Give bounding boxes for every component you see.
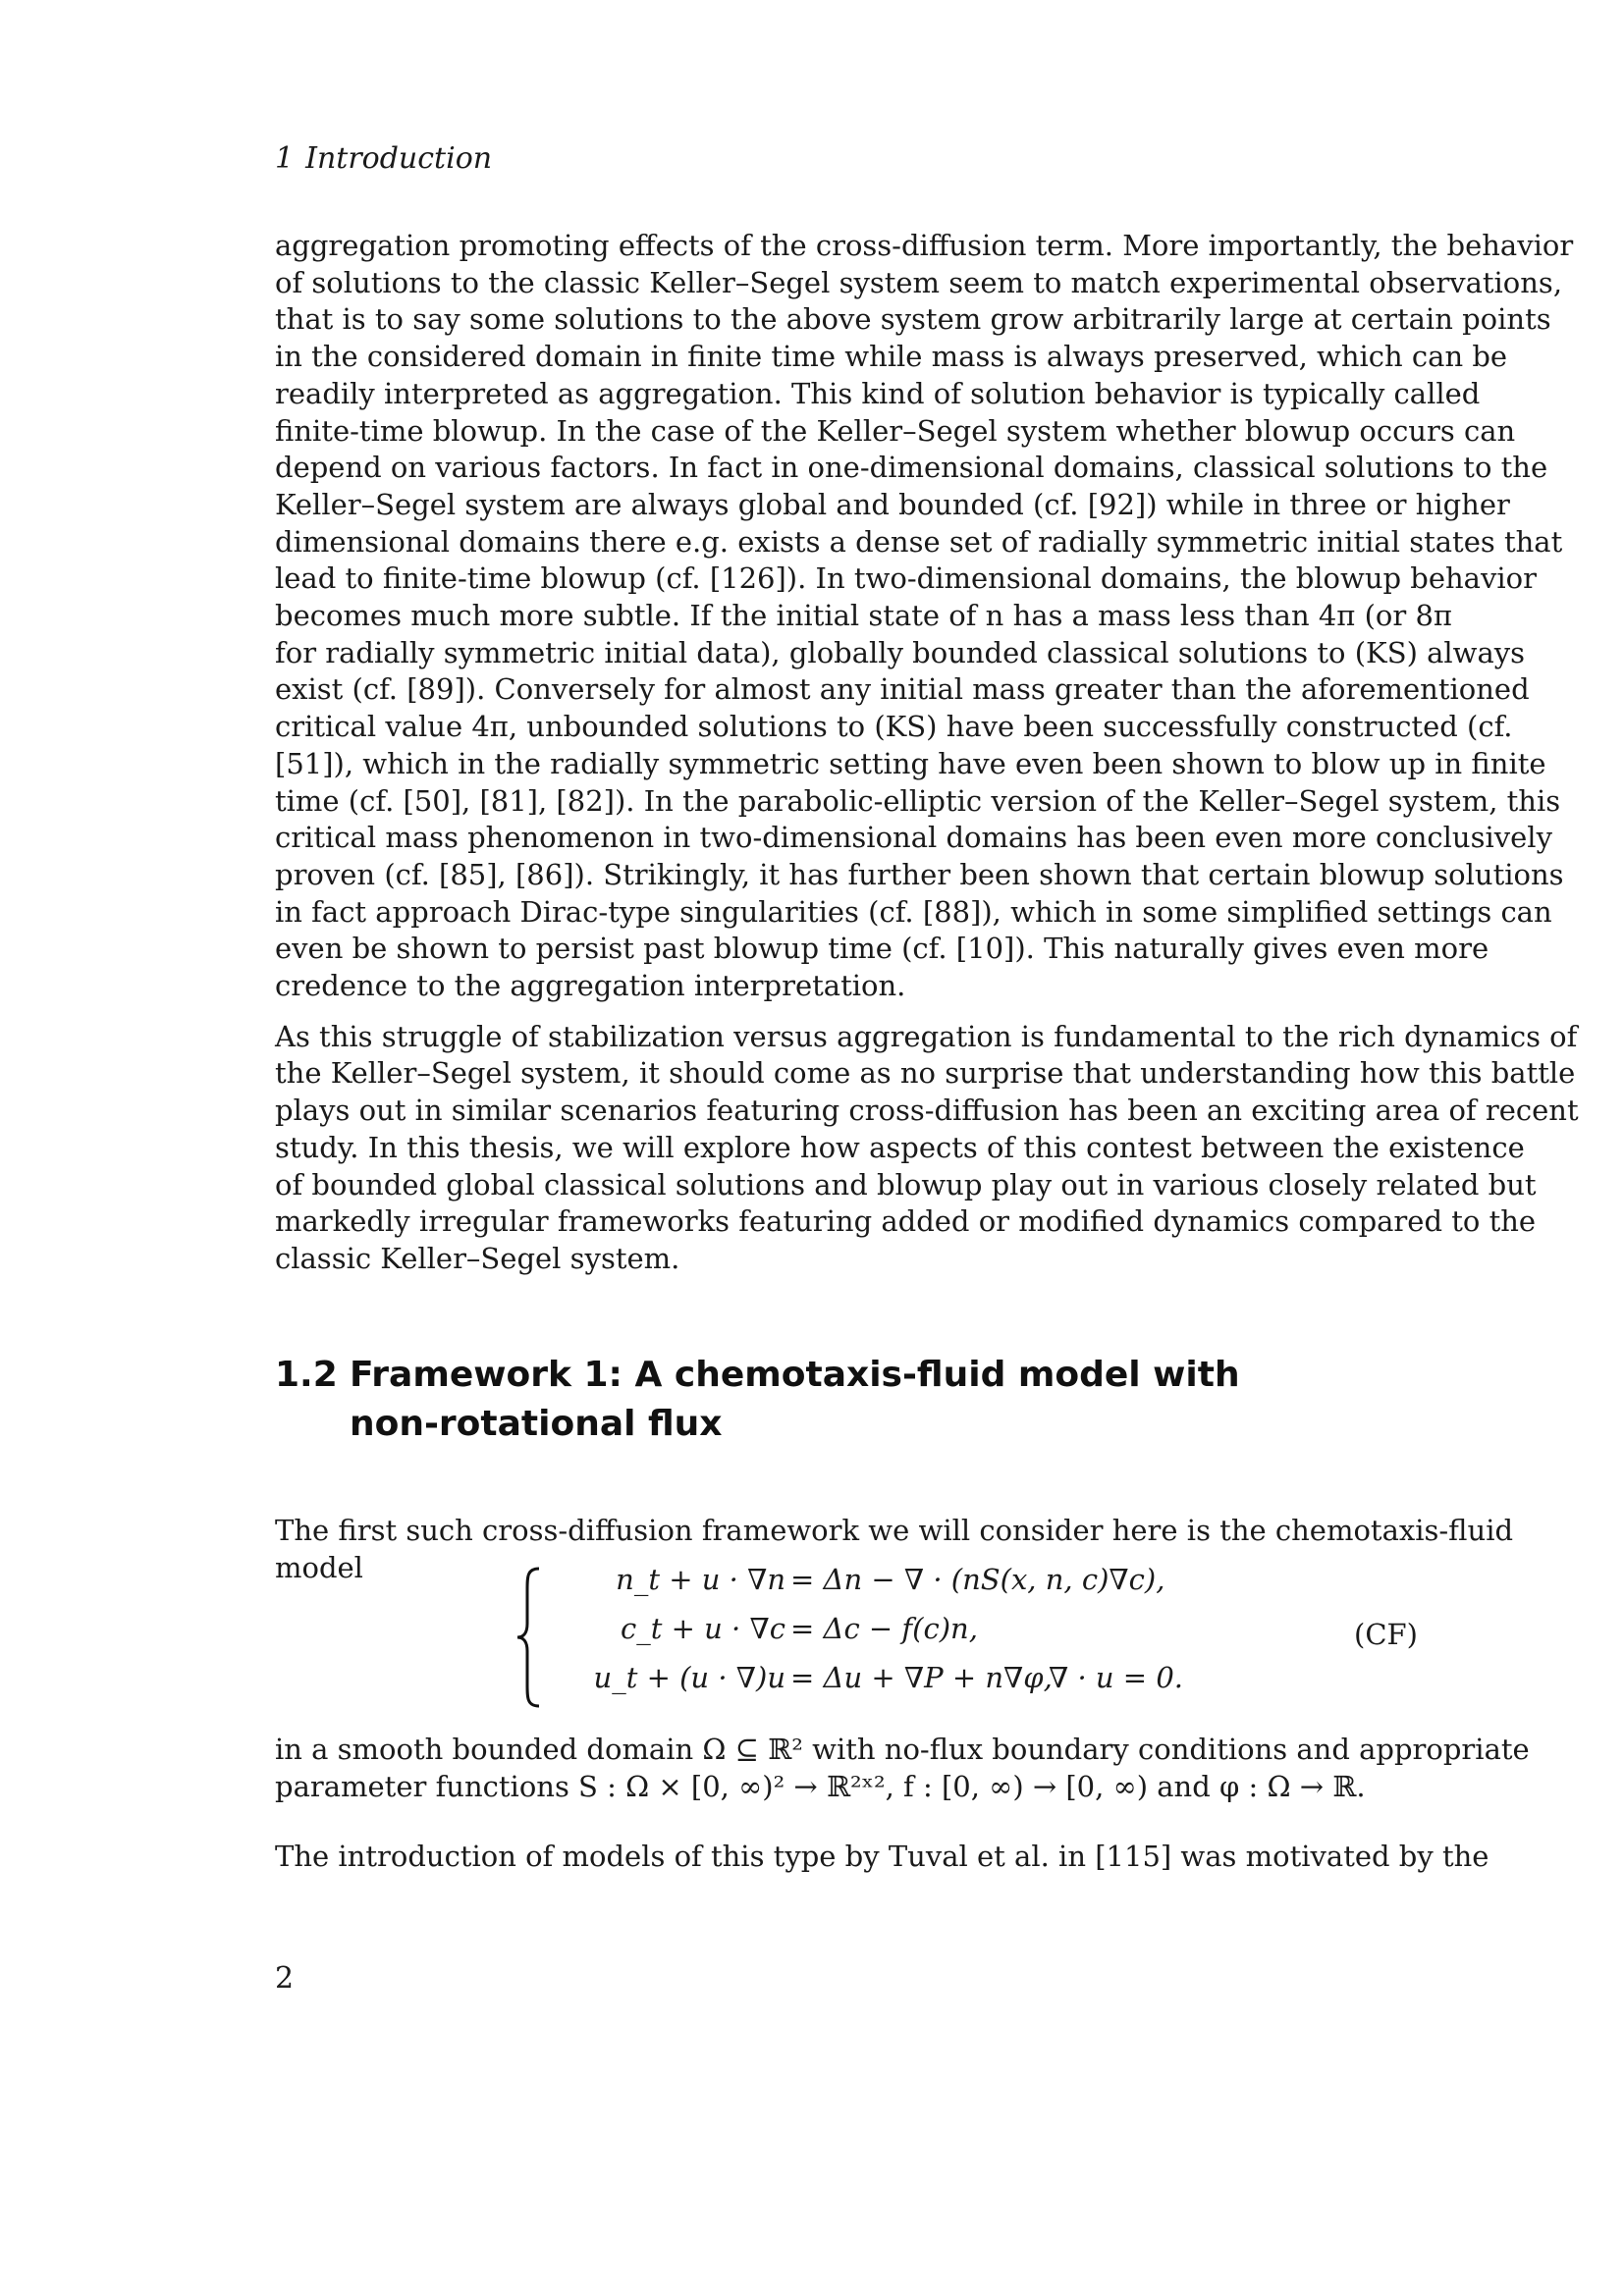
equation-tag: (CF) [1354,1618,1418,1651]
text-line: time (cf. [50], [81], [82]). In the parabolic-elliptic version of the Keller–Segel system, this [275,783,1561,818]
text-line: in the considered domain in finite time while mass is always preserved, which can be [275,340,1508,374]
text-line: parameter functions S : Ω × [0, ∞)² → ℝ²ˣ², f : [0, ∞) → [0, ∞) and φ : Ω → ℝ. [275,1769,1366,1803]
text-line: readily interpreted as aggregation. This kind of solution behavior is typically called [275,376,1481,410]
running-head [275,141,492,176]
text-line: aggregation promoting effects of the cross-diffusion term. More importantly, the behavior [275,229,1574,262]
equation-lhs: u_t + (u · ∇)u [593,1661,785,1694]
text-line: lead to finite-time blowup (cf. [126]). In two-dimensional domains, the blowup behavior [275,561,1537,596]
text-line: The first such cross-diffusion framework we will consider here is the chemotaxis-fluid [275,1514,1514,1547]
text-line: classic Keller–Segel system. [275,1241,680,1275]
text-line: As this struggle of stabilization versus aggregation is fundamental to the rich dynamics of [275,1019,1578,1053]
section-title-line-1: Framework 1: A chemotaxis-fluid model with [350,1355,1240,1395]
equation-lhs: c_t + u · ∇c [621,1612,785,1645]
text-line: plays out in similar scenarios featuring cross-diffusion has been an exciting area of recent [275,1094,1579,1128]
text-line: study. In this thesis, we will explore how aspects of this contest between the existence [275,1130,1525,1164]
text-line: in a smooth bounded domain Ω ⊆ ℝ² with no-flux boundary conditions and appropriate [275,1733,1530,1766]
text-line: critical value 4π, unbounded solutions to (KS) have been successfully constructed (cf. [275,710,1513,744]
equation-rhs: = Δn − ∇ · (nS(x, n, c)∇c), [790,1563,1165,1596]
section-number: 1.2 [275,1355,338,1395]
equation-rhs: = Δu + ∇P + n∇φ, [790,1661,1053,1694]
text-line: the Keller–Segel system, it should come as no surprise that understanding how this battle [275,1056,1576,1091]
equation-rhs: = Δc − f(c)n, [790,1612,978,1645]
text-line: credence to the aggregation interpretation. [275,969,906,1003]
text-line: that is to say some solutions to the above system grow arbitrarily large at certain points [275,302,1551,337]
text-line: markedly irregular frameworks featuring added or modified dynamics compared to the [275,1204,1537,1239]
text-line: of bounded global classical solutions and blowup play out in various closely related but [275,1167,1537,1201]
equation-lhs: n_t + u · ∇n [616,1563,785,1596]
paragraph-1 [275,228,1574,1005]
text-line: model [275,1550,363,1584]
text-line: exist (cf. [89]). Conversely for almost any initial mass greater than the aforementioned [275,672,1530,707]
page-number: 2 [275,1961,295,1996]
text-line: becomes much more subtle. If the initial state of n has a mass less than 4π (or 8π [275,599,1452,633]
section-title-line-2: non-rotational flux [350,1404,723,1444]
text-line: finite-time blowup. In the case of the Keller–Segel system whether blowup occurs can [275,413,1516,448]
chapter-title: Introduction [305,141,493,176]
left-brace [515,1567,543,1708]
body-text [275,228,1579,1278]
text-line: Keller–Segel system are always global and bounded (cf. [92]) while in three or higher [275,487,1510,521]
text-line: critical mass phenomenon in two-dimensional domains has been even more conclusively [275,821,1552,855]
text-line: in fact approach Dirac-type singularities (cf. [88]), which in some simplified settings can [275,894,1552,929]
text-line: [51]), which in the radially symmetric setting have even been shown to blow up in finite [275,746,1546,780]
text-line: for radially symmetric initial data), globally bounded classical solutions to (KS) always [275,635,1526,669]
text-line: proven (cf. [85], [86]). Strikingly, it has further been shown that certain blowup solutions [275,857,1564,891]
text-line: dimensional domains there e.g. exists a dense set of radially symmetric initial states that [275,524,1563,559]
section-heading [275,1351,1418,1449]
text-line: The introduction of models of this type by Tuval et al. in [115] was motivated by the [275,1840,1489,1873]
after-equation-paragraph [275,1732,1530,1805]
text-line: of solutions to the classic Keller–Segel system seem to match experimental observations, [275,265,1563,299]
text-line: depend on various factors. In fact in one-dimensional domains, classical solutions to the [275,451,1548,485]
last-paragraph [275,1839,1489,1876]
paragraph-2 [275,1019,1579,1278]
text-line: even be shown to persist past blowup time (cf. [10]). This naturally gives even more [275,932,1489,966]
equation-system-cf [275,1563,1418,1710]
chapter-number: 1 [275,141,295,176]
equation-constraint: ∇ · u = 0. [1049,1661,1183,1694]
